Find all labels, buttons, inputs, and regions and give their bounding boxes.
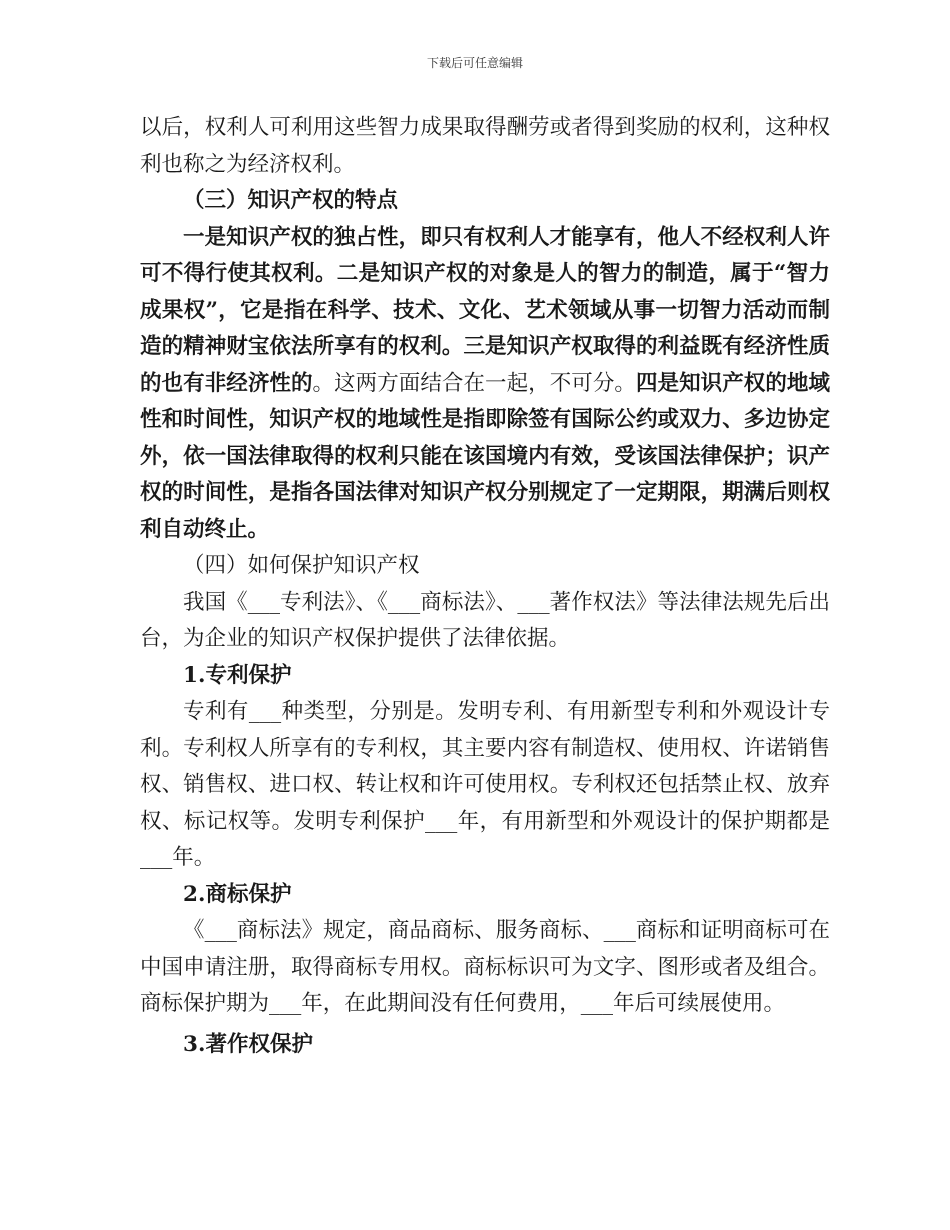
features-bold-text: 一是知识产权的独占性，即只有权利人才能享有，他人不经权利人许可不得行使其权利。二是知识产权的对象是人的智力的制造，属于“智力成果权”，它是指在科学、技术、文化、艺术领域从事一切智力活动而制造的精神财宝依法所享有的权利。三是知识产权取得的利益既有经济性质的也有非经济性的 [140, 224, 830, 396]
paragraph-continuation: 以后，权利人可利用这些智力成果取得酬劳或者得到奖励的权利，这种权利也称之为经济权利。 [140, 115, 830, 177]
subheading-trademark: 2.商标保护 [183, 881, 292, 907]
features-normal-text: 。这两方面结合在一起，不可分。 [312, 370, 636, 396]
section-heading-features: （三）知识产权的特点 [183, 188, 399, 213]
paragraph-trademark: 《___商标法》规定，商品商标、服务商标、___商标和证明商标可在中国申请注册，取得商标专用权。商标标识可为文字、图形或者及组合。商标保护期为___年，在此期间没有任何费用，___年后可续展使用。 [140, 918, 830, 1016]
subheading-patent: 1.专利保护 [183, 662, 292, 688]
paragraph-features [140, 220, 830, 549]
paragraph-laws: 我国《___专利法》、《___商标法》、___著作权法》等法律法规先后出台，为企业的知识产权保护提供了法律依据。 [140, 589, 830, 651]
subheading-copyright: 3.著作权保护 [183, 1031, 313, 1057]
features-bold-text-2: 四是知识产权的地域性和时间性，知识产权的地域性是指即除签有国际公约或双力、多边协定外，依一国法律取得的权利只能在该国境内有效，受该国法律保护；识产权的时间性，是指各国法律对知识产权分别规定了一定期限，期满后则权利自动终止。 [140, 370, 830, 542]
page-header: 下载后可任意编辑 [426, 56, 523, 70]
section-heading-protection: （四）如何保护知识产权 [183, 553, 420, 578]
document-body [140, 110, 830, 1063]
paragraph-patent: 专利有___种类型，分别是。发明专利、有用新型专利和外观设计专利。专利权人所享有的专利权，其主要内容有制造权、使用权、许诺销售权、销售权、进口权、转让权和许可使用权。专利权还包括禁止权、放弃权、标记权等。发明专利保护___年，有用新型和外观设计的保护期都是___年。 [140, 699, 830, 870]
